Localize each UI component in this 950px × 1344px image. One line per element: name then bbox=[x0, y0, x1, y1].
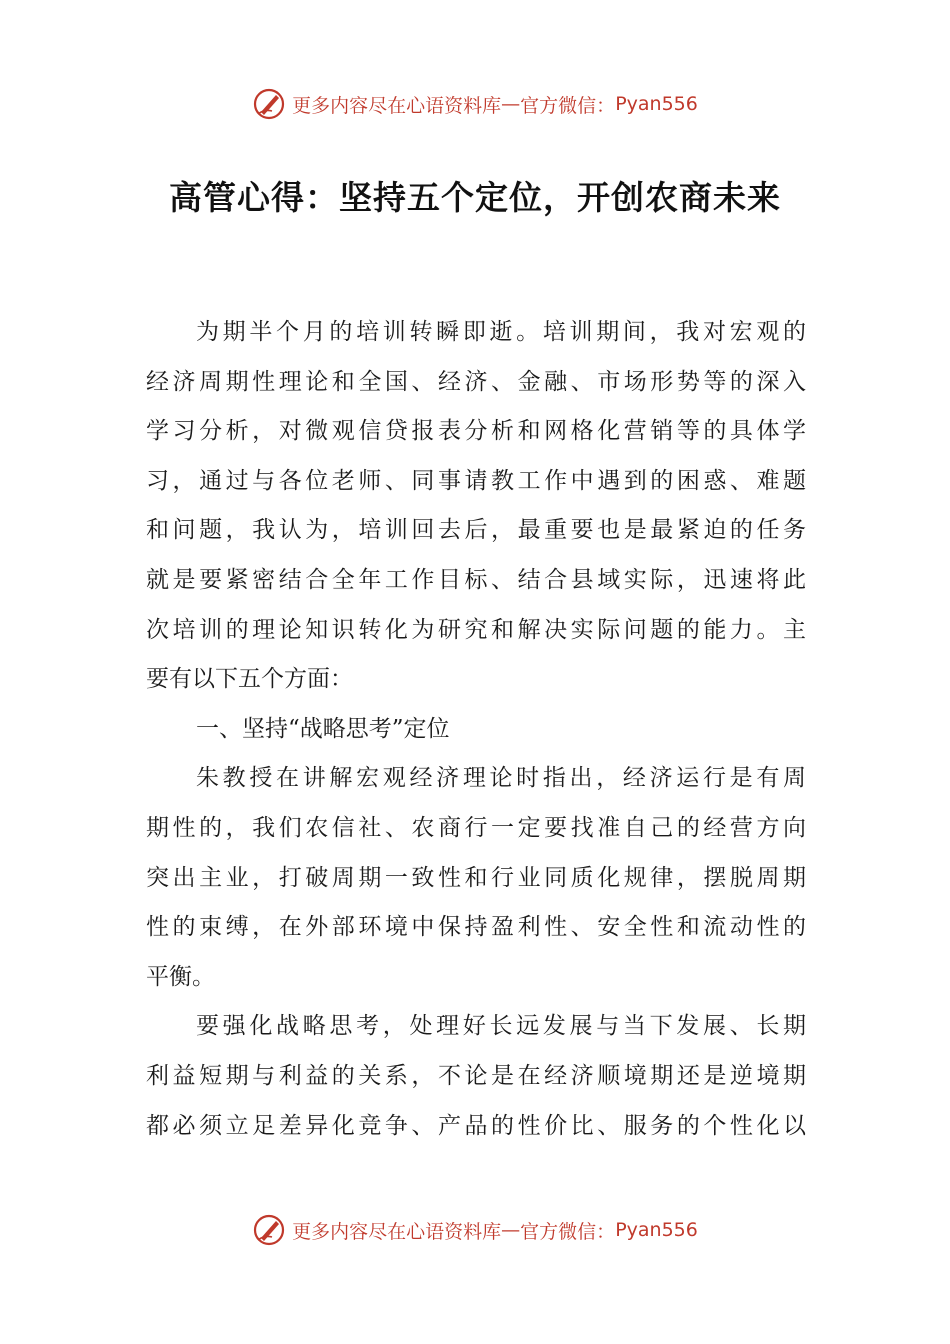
watermark-text: 更多内容尽在心语资料库 bbox=[292, 94, 502, 117]
text-line: 要强化战略思考，处理好长远发展与当下发展、长期 bbox=[196, 1013, 806, 1040]
text-line: 和问题，我认为，培训回去后，最重要也是最紧迫的任务 bbox=[146, 517, 806, 544]
watermark-wechat-id: Pyan556 bbox=[615, 93, 698, 115]
watermark-text: 更多内容尽在心语资料库 bbox=[292, 1220, 502, 1243]
watermark-separator: — bbox=[501, 93, 521, 115]
text-line: 习，通过与各位老师、同事请教工作中遇到的困惑、难题 bbox=[146, 467, 806, 494]
pen-circle-icon bbox=[252, 87, 286, 121]
text-line: 学习分析，对微观信贷报表分析和网格化营销等的具体学 bbox=[146, 418, 806, 445]
text-line: 为期半个月的培训转瞬即逝。培训期间，我对宏观的 bbox=[196, 319, 806, 345]
text-line: 次培训的理论知识转化为研究和解决实际问题的能力。主 bbox=[146, 616, 806, 643]
document-body bbox=[146, 308, 806, 1151]
text-line: 性的束缚，在外部环境中保持盈利性、安全性和流动性的 bbox=[146, 914, 806, 941]
watermark-wechat-label: 官方微信： bbox=[520, 94, 616, 117]
text-line: 经济周期性理论和全国、经济、金融、市场形势等的深入 bbox=[146, 368, 806, 395]
watermark-wechat-id: Pyan556 bbox=[615, 1219, 698, 1241]
document-title: 高管心得：坚持五个定位，开创农商未来 bbox=[169, 178, 781, 217]
watermark-separator: — bbox=[501, 1219, 521, 1241]
text-line: 突出主业，打破周期一致性和行业同质化规律，摆脱周期 bbox=[146, 864, 806, 891]
text-line: 期性的，我们农信社、农商行一定要找准自己的经营方向 bbox=[146, 814, 806, 841]
watermark-footer bbox=[0, 1210, 950, 1250]
pen-circle-icon bbox=[252, 1213, 286, 1247]
section-heading: 一、坚持“战略思考”定位 bbox=[196, 715, 450, 742]
text-line: 都必须立足差异化竞争、产品的性价比、服务的个性化以 bbox=[146, 1112, 806, 1139]
text-line: 要有以下五个方面： bbox=[146, 666, 353, 693]
text-line: 朱教授在讲解宏观经济理论时指出，经济运行是有周 bbox=[196, 765, 806, 792]
text-line: 就是要紧密结合全年工作目标、结合县域实际，迅速将此 bbox=[146, 566, 806, 593]
watermark-header bbox=[0, 84, 950, 124]
text-line: 平衡。 bbox=[146, 963, 215, 990]
watermark-wechat-label: 官方微信： bbox=[520, 1220, 616, 1243]
text-line: 利益短期与利益的关系，不论是在经济顺境期还是逆境期 bbox=[146, 1062, 806, 1089]
